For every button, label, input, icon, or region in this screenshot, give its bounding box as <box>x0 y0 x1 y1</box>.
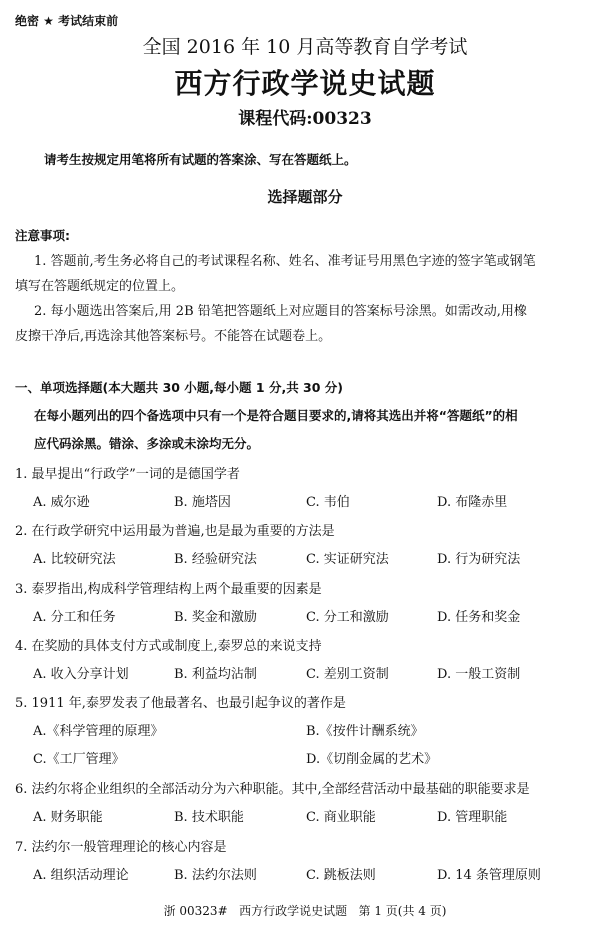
note-1-line-2: 填写在答题纸规定的位置上。 <box>15 279 185 294</box>
option-c: C. 实证研究法 <box>306 552 389 567</box>
notes-heading: 注意事项: <box>15 228 70 243</box>
option-d: D. 行为研究法 <box>437 552 521 567</box>
option-c: C.《工厂管理》 <box>33 752 125 767</box>
part1-description-line-1: 在每小题列出的四个备选项中只有一个是符合题目要求的,请将其选出并将“答题纸”的相 <box>34 408 518 423</box>
option-a: A. 财务职能 <box>33 810 103 825</box>
option-a: A. 比较研究法 <box>33 552 116 567</box>
secret-mark: 绝密 ★ 考试结束前 <box>15 14 119 28</box>
option-c: C. 韦伯 <box>306 495 350 510</box>
option-b: B. 奖金和激励 <box>174 610 257 625</box>
question-stem: 3. 泰罗指出,构成科学管理结构上两个最重要的因素是 <box>15 582 322 597</box>
option-c: C. 分工和激励 <box>306 610 389 625</box>
option-a: A. 威尔逊 <box>33 495 90 510</box>
question-stem: 4. 在奖励的具体支付方式或制度上,泰罗总的来说支持 <box>15 639 322 654</box>
option-d: D. 一般工资制 <box>437 667 521 682</box>
option-b: B.《按件计酬系统》 <box>306 724 424 739</box>
exam-title-line: 全国 2016 年 10 月高等教育自学考试 <box>142 36 468 58</box>
answer-instruction: 请考生按规定用笔将所有试题的答案涂、写在答题纸上。 <box>44 152 357 167</box>
option-b: B. 利益均沾制 <box>174 667 257 682</box>
option-d: D. 任务和奖金 <box>437 610 521 625</box>
option-c: C. 跳板法则 <box>306 868 376 883</box>
question-stem: 5. 1911 年,泰罗发表了他最著名、也最引起争议的著作是 <box>15 696 346 711</box>
question-stem: 6. 法约尔将企业组织的全部活动分为六种职能。其中,全部经营活动中最基础的职能要求是 <box>15 782 530 797</box>
question-stem: 1. 最早提出“行政学”一词的是德国学者 <box>15 467 240 482</box>
section-title: 选择题部分 <box>267 188 343 206</box>
option-b: B. 法约尔法则 <box>174 868 257 883</box>
option-a: A. 分工和任务 <box>33 610 116 625</box>
option-b: B. 经验研究法 <box>174 552 257 567</box>
part1-description-line-2: 应代码涂黑。错涂、多涂或未涂均无分。 <box>34 436 260 451</box>
option-d: D. 管理职能 <box>437 810 508 825</box>
option-a: A.《科学管理的原理》 <box>33 724 164 739</box>
option-a: A. 收入分享计划 <box>33 667 129 682</box>
note-2-line-2: 皮擦干净后,再选涂其他答案标号。不能答在试题卷上。 <box>15 329 332 344</box>
question-stem: 2. 在行政学研究中运用最为普遍,也是最为重要的方法是 <box>15 524 335 539</box>
note-2-line-1: 2. 每小题选出答案后,用 2B 铅笔把答题纸上对应题目的答案标号涂黑。如需改动,用橡 <box>34 304 527 319</box>
subject-title: 西方行政学说史试题 <box>174 67 436 100</box>
option-d: D. 布隆赤里 <box>437 495 508 510</box>
option-a: A. 组织活动理论 <box>33 868 129 883</box>
question-stem: 7. 法约尔一般管理理论的核心内容是 <box>15 840 227 855</box>
option-d: D.《切削金属的艺术》 <box>306 752 438 767</box>
note-1-line-1: 1. 答题前,考生务必将自己的考试课程名称、姓名、准考证号用黑色字迹的签字笔或钢笔 <box>34 254 536 269</box>
course-code: 课程代码:00323 <box>238 109 372 129</box>
part1-heading: 一、单项选择题(本大题共 30 小题,每小题 1 分,共 30 分) <box>15 380 344 395</box>
option-c: C. 商业职能 <box>306 810 376 825</box>
option-b: B. 技术职能 <box>174 810 244 825</box>
option-d: D. 14 条管理原则 <box>437 868 541 883</box>
page-footer: 浙 00323# 西方行政学说史试题 第 1 页(共 4 页) <box>163 904 447 918</box>
option-c: C. 差别工资制 <box>306 667 389 682</box>
option-b: B. 施塔因 <box>174 495 231 510</box>
